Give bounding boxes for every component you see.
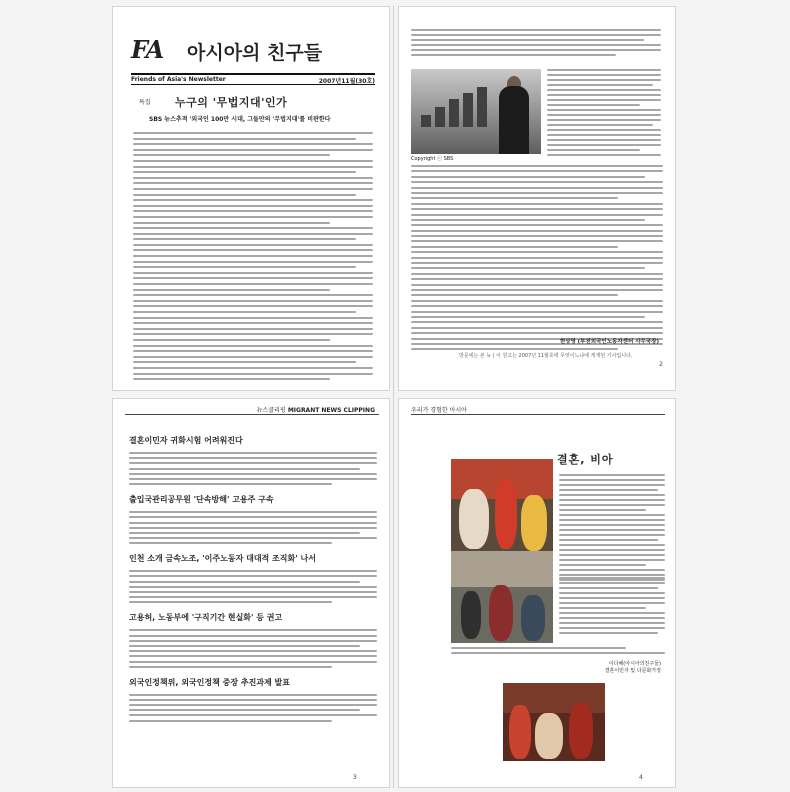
photo-caption: Copyright ⓒ SBS bbox=[411, 156, 454, 162]
news-anchor-figure bbox=[499, 86, 529, 154]
article-headline: 외국인정책위, 외국인정책 중장 추진과제 발표 bbox=[129, 677, 291, 687]
news-article bbox=[129, 553, 377, 603]
page-2 bbox=[398, 6, 676, 391]
newsletter-subtitle: Friends of Asia's Newsletter bbox=[131, 76, 226, 83]
feature-headline: 누구의 '무법지대'인가 bbox=[175, 96, 288, 109]
continued-text-top bbox=[411, 29, 661, 59]
news-article bbox=[129, 612, 377, 667]
news-article bbox=[129, 494, 377, 544]
page-1 bbox=[112, 6, 390, 391]
page-number: 3 bbox=[353, 774, 357, 781]
article-body bbox=[129, 629, 377, 667]
header-rule bbox=[125, 414, 379, 415]
newsletter-logo: FA bbox=[131, 35, 164, 64]
article-body bbox=[129, 452, 377, 485]
running-head bbox=[257, 405, 375, 414]
running-head-label: 뉴스클리핑 bbox=[256, 407, 286, 414]
ceremony-photo bbox=[503, 683, 605, 761]
page-4 bbox=[398, 398, 676, 788]
continued-body-text bbox=[411, 165, 663, 354]
article-headline: 결혼이민자 귀화시험 어려워진다 bbox=[129, 436, 243, 445]
section-tag: 특집 bbox=[139, 99, 151, 106]
news-photo bbox=[411, 69, 541, 154]
article-headline: 출입국관리공무원 '단속방해' 고용주 구속 bbox=[129, 495, 274, 505]
page-number: 2 bbox=[659, 361, 663, 368]
masthead-bar bbox=[131, 73, 375, 85]
running-head: 우리가 경험한 아시아 bbox=[411, 407, 467, 414]
essay-text-lower bbox=[559, 577, 665, 637]
festival-photo bbox=[451, 459, 553, 551]
header-rule bbox=[411, 414, 665, 415]
page-number: 4 bbox=[639, 774, 643, 781]
issue-date: 2007년11월(30호) bbox=[318, 78, 375, 85]
essay-text-column bbox=[559, 474, 665, 584]
newsletter-title: 아시아의 친구들 bbox=[187, 42, 323, 64]
running-head-title: MIGRANT NEWS CLIPPING bbox=[287, 407, 375, 414]
masthead bbox=[131, 33, 375, 67]
author-credit: 이다혜(아시아의친구들) 결혼이민자 및 다문화가정 bbox=[604, 661, 661, 674]
article-headline: 고용허, 노동부에 '구직기간 현실화' 등 권고 bbox=[129, 613, 283, 623]
essay-title: 결혼, 비아 bbox=[557, 453, 614, 466]
news-article bbox=[129, 677, 377, 722]
page-footer-note: 방문에는 본 뉴 | 이 원고는 2007년 11월호에 무엇이느냐에 게재된 기사입니다. bbox=[459, 353, 633, 359]
article-body bbox=[129, 694, 377, 722]
article-body bbox=[129, 511, 377, 544]
page-3 bbox=[112, 398, 390, 788]
feature-body-text bbox=[133, 132, 373, 384]
essay-text-bottom bbox=[451, 647, 665, 657]
chart-graphic bbox=[421, 87, 491, 127]
gutter-divider bbox=[393, 6, 394, 788]
street-photo bbox=[451, 551, 553, 643]
author-signature: 현상영 (부천외국인노동자센터 사무국장) bbox=[559, 339, 659, 345]
feature-subhead: SBS 뉴스추적 '외국인 100만 시대, 그들만의 '무법지대'를 비판한다 bbox=[149, 116, 331, 123]
article-headline: 인천 소개 금속노조, '이주노동자 대대적 조직화' 나서 bbox=[129, 554, 316, 564]
news-clipping-list bbox=[129, 435, 377, 731]
article-body bbox=[129, 570, 377, 603]
news-article bbox=[129, 435, 377, 485]
side-column-text bbox=[547, 69, 661, 159]
